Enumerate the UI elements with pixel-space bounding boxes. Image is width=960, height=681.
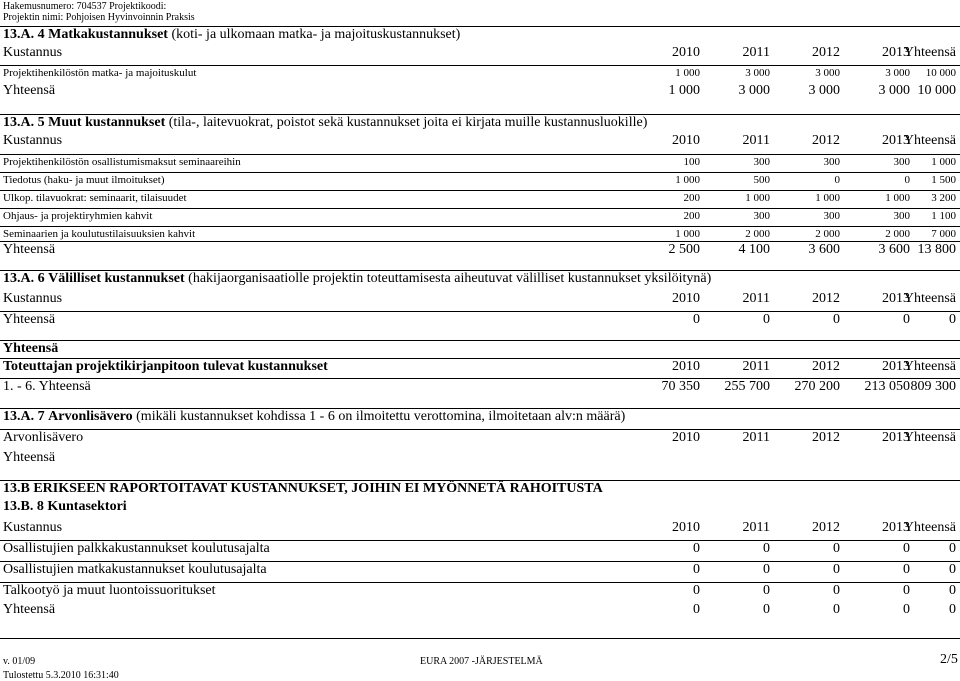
section-6-description: (hakijaorganisaatiolle projektin toteuttamisesta aiheutuvat välilliset kustannukset yksilöitynä) xyxy=(188,271,712,286)
sb-row-cell: 0 xyxy=(833,562,840,577)
s6-header-row-label: Kustannus xyxy=(3,291,63,306)
s5-header-row-cell: 2010 xyxy=(672,133,700,148)
s5-total-row-cell: 2 500 xyxy=(668,242,700,257)
s5-row xyxy=(0,226,960,240)
sb-row xyxy=(0,540,960,556)
sb-row-cell: 0 xyxy=(949,562,956,577)
s7-header-row-cell: 2010 xyxy=(672,430,700,445)
sb-header-row-cell: 2011 xyxy=(742,520,770,535)
section-6-heading xyxy=(0,270,960,287)
sb-row-label: Osallistujien palkkakustannukset koulutusajalta xyxy=(3,541,270,556)
s5-row xyxy=(0,172,960,186)
s4-header-row-cell: 2012 xyxy=(812,45,840,60)
s5-row-cell: 3 200 xyxy=(931,192,956,204)
s5-row-label: Projektihenkilöstön osallistumismaksut seminaareihin xyxy=(3,156,241,168)
sb-row-cell: 0 xyxy=(763,583,770,598)
s5-row-cell: 0 xyxy=(904,174,910,186)
s4-row-cell: 3 000 xyxy=(885,67,910,79)
sb-row-cell: 0 xyxy=(693,583,700,598)
s4-total-row-label: Yhteensä xyxy=(3,83,56,98)
sb-row-cell: 0 xyxy=(763,541,770,556)
s6-total-row xyxy=(0,311,960,327)
sb-total-row-cell: 0 xyxy=(949,602,956,617)
s5-row-cell: 1 100 xyxy=(931,210,956,222)
summary-header-row xyxy=(0,358,960,374)
section-6-number: 13.A. 6 xyxy=(3,271,45,286)
s5-row-label: Ohjaus- ja projektiryhmien kahvit xyxy=(3,210,153,222)
s5-row-cell: 0 xyxy=(834,174,840,186)
sb-row-cell: 0 xyxy=(833,583,840,598)
section-4-heading xyxy=(0,26,960,43)
sb-total-row-cell: 0 xyxy=(833,602,840,617)
section-5-number: 13.A. 5 xyxy=(3,115,45,130)
s4-row xyxy=(0,65,960,79)
s4-total-row-cell: 1 000 xyxy=(668,83,700,98)
s4-header-row-cell: 2010 xyxy=(672,45,700,60)
section-5-description: (tila-, laitevuokrat, poistot sekä kustannukset joita ei kirjata muille kustannusluokille) xyxy=(168,115,648,130)
s6-header-row-cell: 2013 xyxy=(882,291,910,306)
sb-header-row-cell: 2010 xyxy=(672,520,700,535)
sb-header-row-label: Kustannus xyxy=(3,520,63,535)
sb-total-row-label: Yhteensä xyxy=(3,602,56,617)
summary-header-row-label: Toteuttajan projektikirjanpitoon tulevat kustannukset xyxy=(3,359,328,374)
s5-row-cell: 1 000 xyxy=(675,228,700,240)
s4-total-row-cell: 10 000 xyxy=(917,83,956,98)
summary-total-row xyxy=(0,378,960,394)
s7-total-row-label: Yhteensä xyxy=(3,450,56,465)
s7-header-row-label: Arvonlisävero xyxy=(3,430,84,445)
s5-row-cell: 1 500 xyxy=(931,174,956,186)
summary-header-row-cell: 2012 xyxy=(812,359,840,374)
s5-total-row xyxy=(0,241,960,257)
s4-row-label: Projektihenkilöstön matka- ja majoituskulut xyxy=(3,67,197,79)
sb-header-row-cell: 2012 xyxy=(812,520,840,535)
s4-total-row-cell: 3 000 xyxy=(878,83,910,98)
s4-header-row-label: Kustannus xyxy=(3,45,63,60)
s5-total-row-cell: 3 600 xyxy=(878,242,910,257)
s4-row-cell: 3 000 xyxy=(745,67,770,79)
sb-total-row-cell: 0 xyxy=(903,602,910,617)
sb-row-cell: 0 xyxy=(903,541,910,556)
s5-row-cell: 300 xyxy=(753,156,770,168)
sb-row-cell: 0 xyxy=(693,562,700,577)
sb-row-cell: 0 xyxy=(833,541,840,556)
s5-header-row-cell: 2011 xyxy=(742,133,770,148)
s6-total-row-cell: 0 xyxy=(693,312,700,327)
s5-row-cell: 1 000 xyxy=(675,174,700,186)
s4-header-row-cell: Yhteensä xyxy=(903,45,956,60)
s5-row-cell: 300 xyxy=(893,210,910,222)
s7-header-row-cell: 2013 xyxy=(882,430,910,445)
s5-total-row-cell: 3 600 xyxy=(808,242,840,257)
footer-system: EURA 2007 -JÄRJESTELMÄ xyxy=(420,656,543,667)
summary-header-row-cell: 2010 xyxy=(672,359,700,374)
s5-row-label: Tiedotus (haku- ja muut ilmoitukset) xyxy=(3,174,165,186)
header-application-number: Hakemusnumero: 704537 Projektikoodi: xyxy=(3,1,167,12)
s5-row-cell: 200 xyxy=(683,192,700,204)
sb-row-cell: 0 xyxy=(949,541,956,556)
s5-row-cell: 1 000 xyxy=(885,192,910,204)
s5-row-cell: 200 xyxy=(683,210,700,222)
s5-row-cell: 300 xyxy=(893,156,910,168)
sb-row-cell: 0 xyxy=(693,541,700,556)
s5-row-label: Ulkop. tilavuokrat: seminaarit, tilaisuudet xyxy=(3,192,187,204)
s5-row-label: Seminaarien ja koulutustilaisuuksien kahvit xyxy=(3,228,196,240)
summary-total-row-cell: 70 350 xyxy=(661,379,700,394)
s4-row-cell: 10 000 xyxy=(925,67,956,79)
section-7-title: Arvonlisävero xyxy=(48,409,133,424)
s4-row-cell: 1 000 xyxy=(675,67,700,79)
s5-row-cell: 2 000 xyxy=(815,228,840,240)
s5-row-cell: 300 xyxy=(753,210,770,222)
s5-header-row-cell: Yhteensä xyxy=(903,133,956,148)
summary-heading: Yhteensä xyxy=(0,340,960,357)
sb-row-cell: 0 xyxy=(763,562,770,577)
s7-header-row xyxy=(0,429,960,445)
summary-header-row-cell: Yhteensä xyxy=(903,359,956,374)
s5-row-cell: 500 xyxy=(753,174,770,186)
s7-header-row-cell: 2012 xyxy=(812,430,840,445)
s6-total-row-label: Yhteensä xyxy=(3,312,56,327)
s5-header-row-label: Kustannus xyxy=(3,133,63,148)
section-7-heading xyxy=(0,408,960,425)
sb-row xyxy=(0,561,960,577)
s4-total-row-cell: 3 000 xyxy=(738,83,770,98)
sb-header-row-cell: 2013 xyxy=(882,520,910,535)
s4-total-row-cell: 3 000 xyxy=(808,83,840,98)
s5-row xyxy=(0,208,960,222)
s5-total-row-cell: 4 100 xyxy=(738,242,770,257)
s5-row xyxy=(0,154,960,168)
sb-row-cell: 0 xyxy=(903,583,910,598)
s5-row-cell: 300 xyxy=(823,210,840,222)
section-7-description: (mikäli kustannukset kohdissa 1 - 6 on ilmoitettu verottomina, ilmoitetaan alv:n määrä) xyxy=(136,409,626,424)
summary-total-row-cell: 270 200 xyxy=(794,379,840,394)
summary-total-row-cell: 809 300 xyxy=(910,379,956,394)
section-b8-heading: 13.B. 8 Kuntasektori xyxy=(3,499,127,514)
s6-total-row-cell: 0 xyxy=(903,312,910,327)
summary-total-row-label: 1. - 6. Yhteensä xyxy=(3,379,91,394)
summary-total-row-cell: 255 700 xyxy=(724,379,770,394)
section-4-description: (koti- ja ulkomaan matka- ja majoituskustannukset) xyxy=(171,27,461,42)
footer-divider xyxy=(0,638,960,639)
s6-header-row-cell: 2010 xyxy=(672,291,700,306)
sb-header-row-cell: Yhteensä xyxy=(903,520,956,535)
summary-header-row-cell: 2013 xyxy=(882,359,910,374)
s4-header-row-cell: 2013 xyxy=(882,45,910,60)
sb-row-cell: 0 xyxy=(903,562,910,577)
s5-row-cell: 2 000 xyxy=(745,228,770,240)
s5-total-row-label: Yhteensä xyxy=(3,242,56,257)
s7-header-row-cell: Yhteensä xyxy=(903,430,956,445)
s5-row-cell: 7 000 xyxy=(931,228,956,240)
footer-printed: Tulostettu 5.3.2010 16:31:40 xyxy=(3,670,119,681)
s6-header-row-cell: Yhteensä xyxy=(903,291,956,306)
s5-header-row-cell: 2012 xyxy=(812,133,840,148)
sb-row xyxy=(0,582,960,598)
s4-header-row-cell: 2011 xyxy=(742,45,770,60)
footer-version: v. 01/09 xyxy=(3,656,36,667)
section-b-heading: 13.B ERIKSEEN RAPORTOITAVAT KUSTANNUKSET, JOIHIN EI MYÖNNETÄ RAHOITUSTA xyxy=(0,480,960,497)
summary-total-row-cell: 213 050 xyxy=(864,379,910,394)
section-4-number: 13.A. 4 xyxy=(3,27,45,42)
sb-row-label: Talkootyö ja muut luontoissuoritukset xyxy=(3,583,216,598)
summary-header-row-cell: 2011 xyxy=(742,359,770,374)
s5-total-row-cell: 13 800 xyxy=(917,242,956,257)
s5-row xyxy=(0,190,960,204)
header-project-name: Projektin nimi: Pohjoisen Hyvinvoinnin Praksis xyxy=(3,12,195,23)
s4-row-cell: 3 000 xyxy=(815,67,840,79)
s5-row-cell: 100 xyxy=(683,156,700,168)
section-4-title: Matkakustannukset xyxy=(48,27,168,42)
s5-row-cell: 1 000 xyxy=(931,156,956,168)
section-5-heading xyxy=(0,114,960,131)
s5-row-cell: 2 000 xyxy=(885,228,910,240)
s6-header-row-cell: 2012 xyxy=(812,291,840,306)
s6-total-row-cell: 0 xyxy=(949,312,956,327)
s6-total-row-cell: 0 xyxy=(763,312,770,327)
sb-row-label: Osallistujien matkakustannukset koulutusajalta xyxy=(3,562,267,577)
sb-row-cell: 0 xyxy=(949,583,956,598)
s6-header-row-cell: 2011 xyxy=(742,291,770,306)
s5-row-cell: 300 xyxy=(823,156,840,168)
sb-total-row-cell: 0 xyxy=(693,602,700,617)
s5-row-cell: 1 000 xyxy=(745,192,770,204)
s7-header-row-cell: 2011 xyxy=(742,430,770,445)
s5-header-row-cell: 2013 xyxy=(882,133,910,148)
footer-page-number: 2/5 xyxy=(940,652,958,667)
s6-total-row-cell: 0 xyxy=(833,312,840,327)
s5-row-cell: 1 000 xyxy=(815,192,840,204)
section-7-number: 13.A. 7 xyxy=(3,409,45,424)
section-6-title: Välilliset kustannukset xyxy=(48,271,185,286)
section-5-title: Muut kustannukset xyxy=(48,115,166,130)
sb-total-row-cell: 0 xyxy=(763,602,770,617)
